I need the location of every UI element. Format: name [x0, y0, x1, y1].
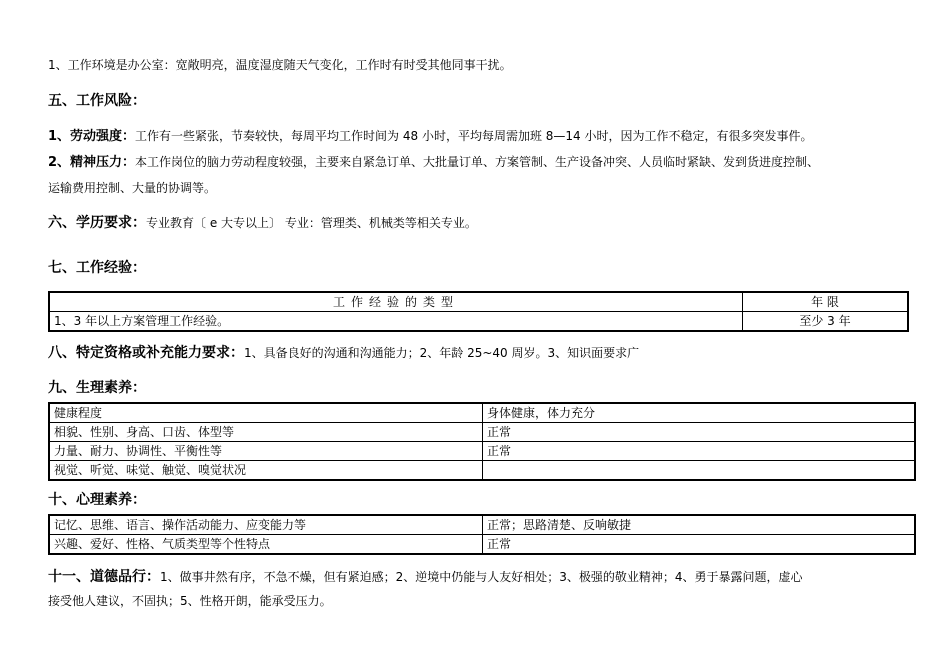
experience-type-header: 工作经验的类型 — [49, 292, 743, 312]
section-8-title: 八、特定资格或补充能力要求： — [48, 345, 244, 361]
section-6-title: 六、学历要求： — [48, 215, 146, 231]
risk-2-continuation: 运输费用控制、大量的协调等。 — [48, 181, 217, 195]
psychological-value-cell: 正常 — [483, 535, 916, 555]
experience-years-header: 年 限 — [743, 292, 909, 312]
section-11-title: 十一、道德品行： — [48, 569, 160, 585]
table-row — [49, 312, 908, 332]
table-row — [49, 535, 915, 555]
qualification-line — [48, 342, 639, 362]
physical-item-cell: 视觉、听觉、味觉、触觉、嗅觉状况 — [49, 461, 483, 481]
physical-table — [48, 402, 916, 481]
morality-continuation: 接受他人建议，不固执；5、性格开朗，能承受压力。 — [48, 594, 332, 608]
physical-value-cell: 身体健康，体力充分 — [483, 403, 916, 423]
education-line — [48, 212, 477, 232]
table-row — [49, 292, 908, 312]
psychological-value-cell: 正常；思路清楚、反响敏捷 — [483, 515, 916, 535]
risk-2-text: 本工作岗位的脑力劳动程度较强，主要来自紧急订单、大批量订单、方案管制、生产设备冲突、人员临时紧缺、发到货进度控制、 — [135, 155, 820, 169]
psychological-table — [48, 514, 916, 555]
physical-value-cell: 正常 — [483, 423, 916, 442]
physical-item-cell: 相貌、性别、身高、口齿、体型等 — [49, 423, 483, 442]
table-row — [49, 403, 915, 423]
table-row — [49, 515, 915, 535]
experience-table — [48, 291, 909, 332]
qualification-text: 1、具备良好的沟通和沟通能力；2、年龄 25~40 周岁。3、知识面要求广 — [244, 346, 640, 360]
psychological-item-cell: 兴趣、爱好、性格、气质类型等个性特点 — [49, 535, 483, 555]
risk-1-line — [48, 125, 812, 144]
section-9-title: 九、生理素养： — [48, 380, 146, 396]
physical-value-cell: 正常 — [483, 442, 916, 461]
table-row — [49, 461, 915, 481]
section-10-title: 十、心理素养： — [48, 492, 146, 508]
risk-1-label: 1、劳动强度： — [48, 129, 136, 144]
section-7-title: 七、工作经验： — [48, 260, 146, 276]
morality-text: 1、做事井然有序，不急不燥，但有紧迫感；2、逆境中仍能与人友好相处；3、极强的敬业精神；4、勇于暴露问题，虚心 — [160, 570, 803, 584]
morality-line — [48, 566, 803, 586]
education-text: 专业教育〔 e 大专以上〕 专业：管理类、机械类等相关专业。 — [146, 216, 477, 230]
experience-type-cell: 1、3 年以上方案管理工作经验。 — [49, 312, 743, 332]
psychological-item-cell: 记忆、思维、语言、操作活动能力、应变能力等 — [49, 515, 483, 535]
physical-item-cell: 力量、耐力、协调性、平衡性等 — [49, 442, 483, 461]
section-5-title: 五、工作风险： — [48, 93, 146, 109]
physical-item-cell: 健康程度 — [49, 403, 483, 423]
table-row — [49, 442, 915, 461]
experience-years-cell: 至少 3 年 — [743, 312, 909, 332]
work-environment-line: 1、工作环境是办公室：宽敞明亮，温度湿度随天气变化，工作时有时受其他同事干扰。 — [48, 58, 512, 72]
table-row — [49, 423, 915, 442]
risk-1-text: 工作有一些紧张，节奏较快，每周平均工作时间为 48 小时，平均每周需加班 8—14 小时，因为工作不稳定，有很多突发事件。 — [135, 129, 813, 143]
physical-value-cell — [483, 461, 916, 481]
risk-2-label: 2、精神压力： — [48, 155, 136, 170]
risk-2-line — [48, 151, 819, 170]
